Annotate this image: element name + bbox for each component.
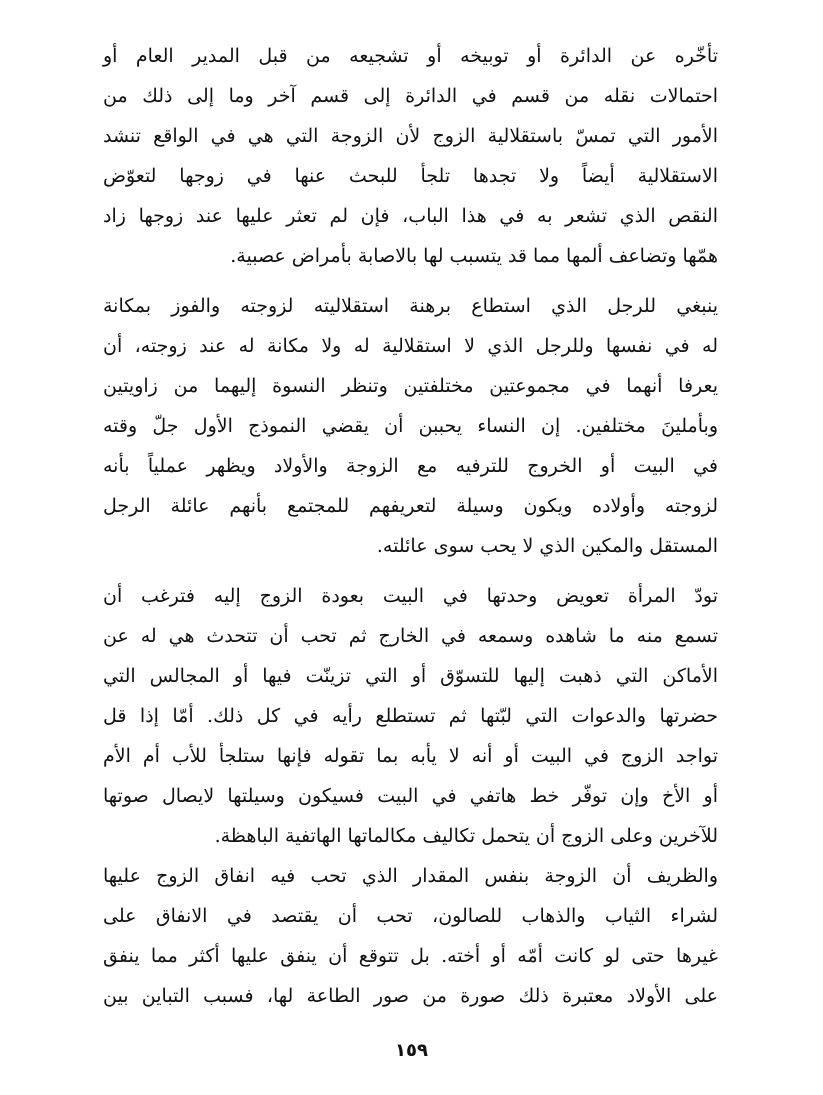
text-line: الأماكن التي ذهبت إليها للتسوّق أو التي تزينّت فيها أو المجالس التي [103,665,718,687]
paragraph-2 [103,286,718,566]
text-line: تأخّره عن الدائرة أو توبيخه أو تشجيعه من قبل المدير العام أو [103,45,718,67]
text-line: النقص الذي تشعر به في هذا الباب، فإن لم تعثر عليها عند زوجها زاد [103,205,718,227]
text-line: وبأملينَ مختلفين. إن النساء يحببن أن يقضي النموذج الأول جلّ وقته [103,415,718,437]
text-line: همّها وتضاعف ألمها مما قد يتسبب لها بالاصابة بأمراض عصبية. [230,245,718,267]
text-line: الاستقلالية أيضاً ولا تجدها تلجأ للبحث عنها في زوجها لتعوّض [103,165,718,187]
text-line: المستقل والمكين الذي لا يحب سوى عائلته. [376,535,718,557]
text-line: لزوجته وأولاده ويكون وسيلة لتعريفهم للمجتمع بأنهم عائلة الرجل [103,495,718,517]
text-line: احتمالات نقله من قسم في الدائرة إلى قسم آخر وما إلى ذلك من [103,85,718,107]
page-number: ١٥٩ [395,1040,428,1061]
paragraph-3 [103,576,718,856]
text-line: تواجد الزوج في البيت أو أنه لا يأبه بما تقوله فإنها ستلجأ للأب أم الأم [103,745,718,767]
paragraph-1 [103,36,718,276]
text-line: تودّ المرأة تعويض وحدتها في البيت بعودة الزوج إليه فترغب أن [103,585,718,607]
text-line: في البيت أو الخروج للترفيه مع الزوجة والأولاد ويظهر عملياً بأنه [103,455,718,477]
text-line: على الأولاد معتبرة ذلك صورة من صور الطاعة لها، فسبب التباين بين [103,985,718,1007]
text-line: له في نفسها وللرجل الذي لا استقلالية له ولا مكانة له عند زوجته، أن [103,335,718,357]
text-line: الأمور التي تمسّ باستقلالية الزوج لأن الزوجة التي هي في الواقع تنشد [103,125,718,147]
text-line: ينبغي للرجل الذي استطاع برهنة استقلاليته لزوجته والفوز بمكانة [103,295,718,317]
text-line: غيرها حتى لو كانت أمّه أو أخته. بل تتوقع أن ينفق عليها أكثر مما ينفق [103,945,718,967]
paragraph-4 [103,856,718,1016]
page-body [103,36,718,1016]
text-line: يعرفا أنهما في مجموعتين مختلفتين وتنظر النسوة إليهما من زاويتين [103,375,718,397]
text-line: حضرتها والدعوات التي لبّتها ثم تستطلع رأيه في كل ذلك. أمّا إذا قل [103,705,718,727]
text-line: والظريف أن الزوجة بنفس المقدار الذي تحب فيه انفاق الزوج عليها [103,865,718,887]
text-line: لشراء الثياب والذهاب للصالون، تحب أن يقتصد في الانفاق على [103,905,718,927]
text-line: تسمع منه ما شاهده وسمعه في الخارج ثم تحب أن تتحدث هي له عن [103,625,718,647]
text-line: للآخرين وعلى الزوج أن يتحمل تكاليف مكالماتها الهاتفية الباهظة. [214,825,718,847]
text-line: أو الأخ وإن توفّر خط هاتفي في البيت فسيكون وسيلتها لايصال صوتها [103,785,718,807]
